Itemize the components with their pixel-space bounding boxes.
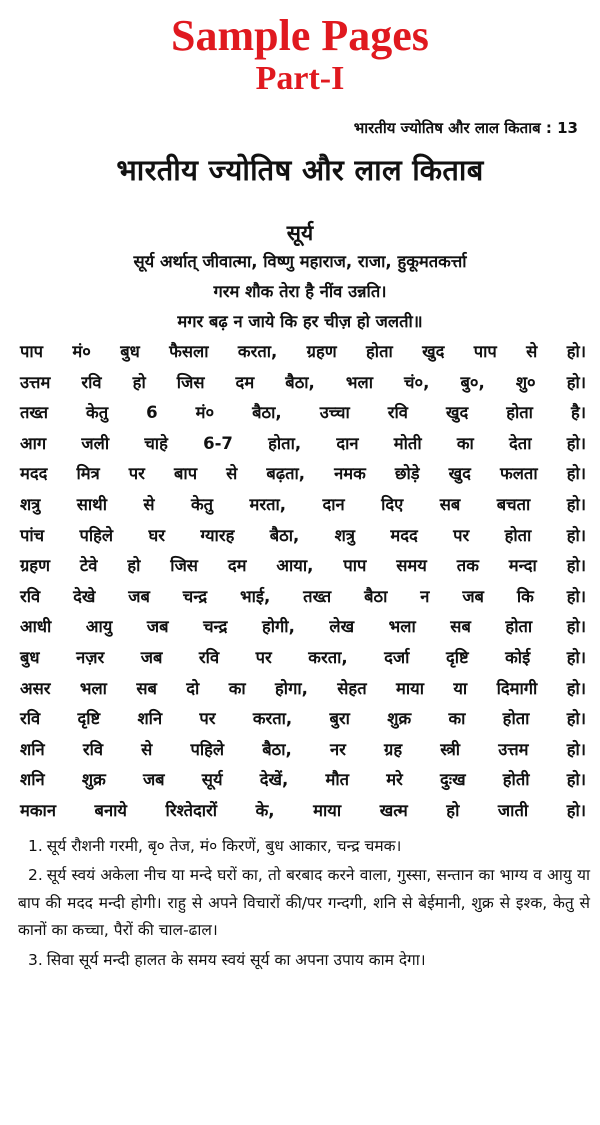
banner-title: Sample Pages <box>171 11 429 60</box>
sample-banner <box>0 11 600 97</box>
note-number: 1. <box>28 836 43 855</box>
verse-line: असर भला सब दो का होगा, सेहत माया या दिमागी हो। <box>20 678 586 698</box>
note-item <box>18 833 590 861</box>
verse-line: आधी आयु जब चन्द्र होगी, लेख भला सब होता हो। <box>20 617 586 637</box>
intro-line: सूर्य अर्थात् जीवात्मा, विष्णु महाराज, राजा, हुकूमतकर्त्ता <box>133 252 467 271</box>
verse-line: शनि शुक्र जब सूर्य देखें, मौत मरे दुःख होती हो। <box>20 770 586 790</box>
verse-line: मदद मित्र पर बाप से बढ़ता, नमक छोड़े खुद फलता हो। <box>20 464 586 484</box>
note-item <box>18 862 590 945</box>
verse-line: शत्रु साथी से केतु मरता, दान दिए सब बचता हो। <box>20 494 586 514</box>
banner-subtitle: Part-I <box>255 60 345 97</box>
verse-line: तख्त केतु 6 मं० बैठा, उच्चा रवि खुद होता है। <box>20 403 586 423</box>
intro-line: मगर बढ़ न जाये कि हर चीज़ हो जलती॥ <box>177 312 423 331</box>
verse-line: बुध नज़र जब रवि पर करता, दर्जा दृष्टि कोई हो। <box>20 647 586 667</box>
verse-line: शनि रवि से पहिले बैठा, नर ग्रह स्त्री उत्तम हो। <box>20 739 586 759</box>
verse-line: आग जली चाहे 6-7 होता, दान मोती का देता हो। <box>20 433 586 453</box>
running-head: भारतीय ज्योतिष और लाल किताब : 13 <box>353 119 578 137</box>
verse-line: ग्रहण टेवे हो जिस दम आया, पाप समय तक मन्दा हो। <box>20 556 586 576</box>
note-item <box>18 947 590 975</box>
verse-line: पांच पहिले घर ग्यारह बैठा, शत्रु मदद पर होता हो। <box>20 525 586 545</box>
book-title: भारतीय ज्योतिष और लाल किताब <box>116 153 484 187</box>
note-text: सूर्य स्वयं अकेला नीच या मन्दे घरों का, तो बरबाद करने वाला, गुस्सा, सन्तान का भाग्य व आयु या बाप की मदद मन्दी होगी। राहु से अपने विचारों की/पर गन्दगी, शनि से बेईमानी, शुक्र से इश्क, केतु से कानों का कच्चा, पैरों की चाल-ढाल। <box>18 866 590 939</box>
note-number: 3. <box>28 950 43 969</box>
verse-block <box>0 337 600 827</box>
note-number: 2. <box>28 866 43 884</box>
verse-line: उत्तम रवि हो जिस दम बैठा, भला चं०, बु०, शु० हो। <box>20 372 586 392</box>
verse-line: रवि देखे जब चन्द्र भाई, तख्त बैठा न जब कि हो। <box>20 586 586 606</box>
intro-lines <box>0 247 600 337</box>
note-text: सिवा सूर्य मन्दी हालत के समय स्वयं सूर्य का अपना उपाय काम देगा। <box>46 950 426 969</box>
note-text: सूर्य रौशनी गरमी, बृ० तेज, मं० किरणें, बुध आकार, चन्द्र चमक। <box>46 836 402 855</box>
verse-line: मकान बनाये रिश्तेदारों के, माया खत्म हो जाती हो। <box>20 800 586 820</box>
notes-block <box>0 827 600 975</box>
intro-line: गरम शौक तेरा है नींव उन्नति। <box>213 282 387 301</box>
section-heading: सूर्य <box>286 221 314 245</box>
verse-line: पाप मं० बुध फैसला करता, ग्रहण होता खुद पाप से हो। <box>20 342 586 361</box>
verse-line: रवि दृष्टि शनि पर करता, बुरा शुक्र का होता हो। <box>20 709 586 729</box>
